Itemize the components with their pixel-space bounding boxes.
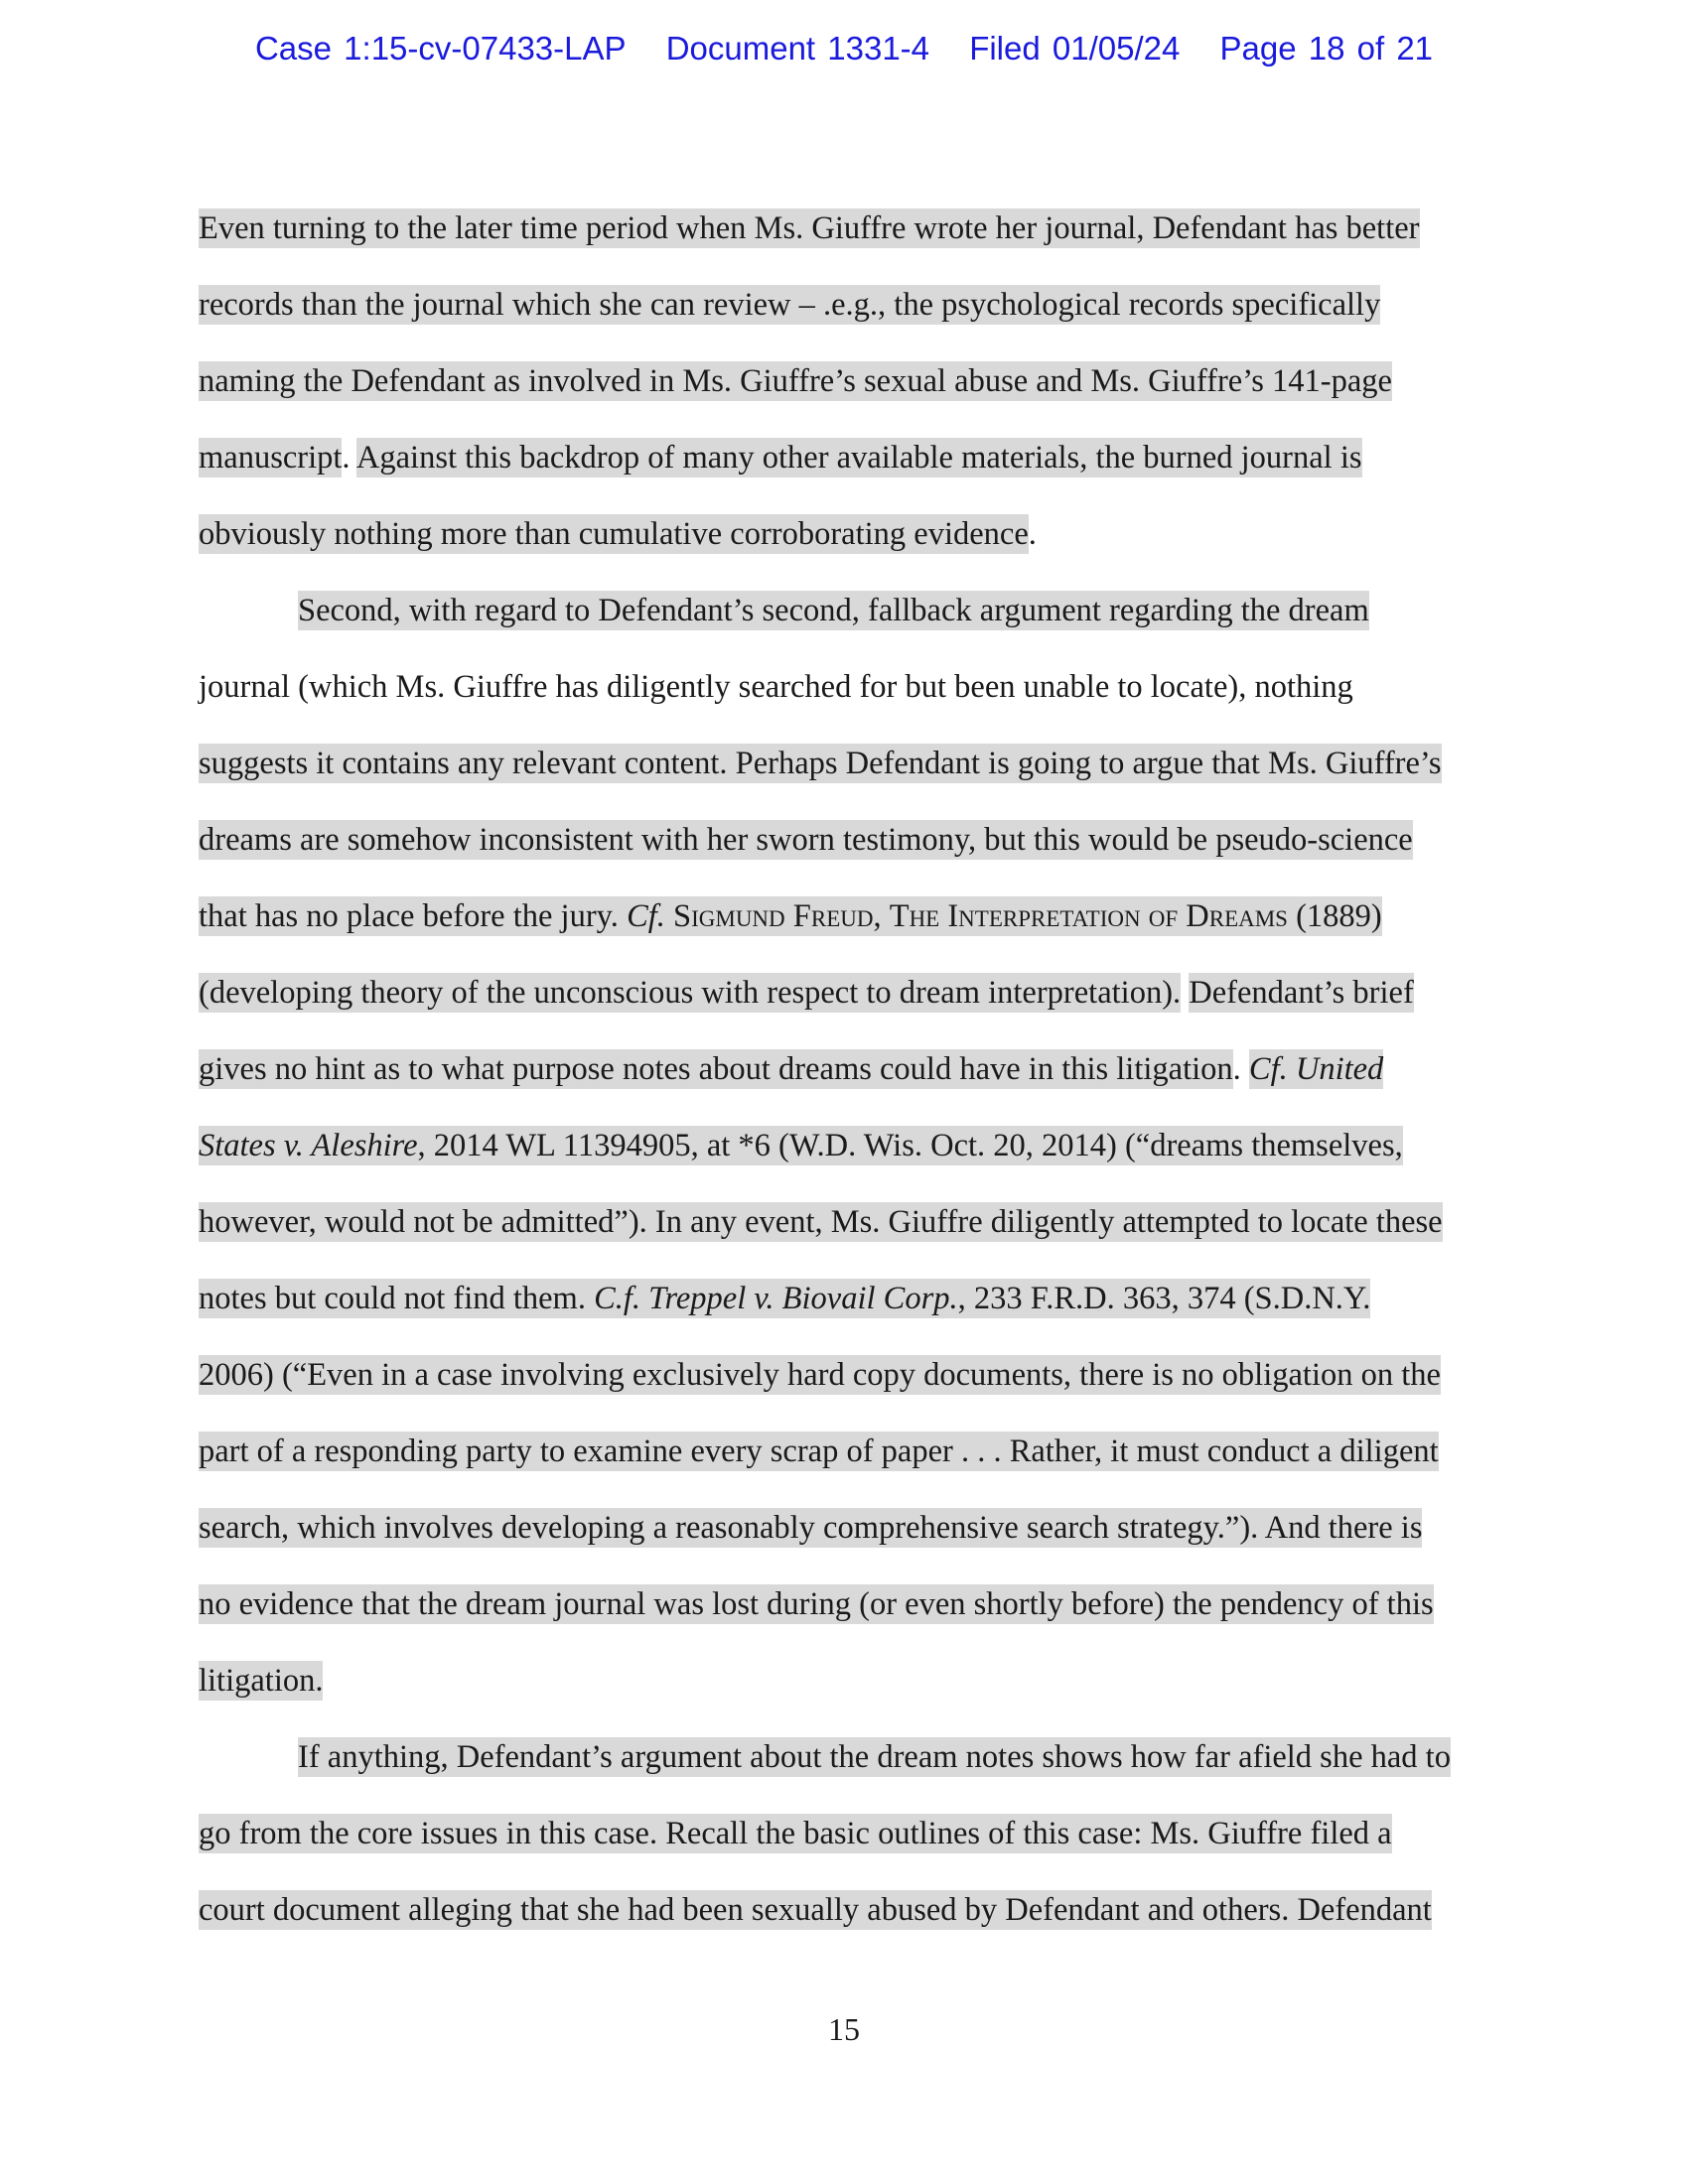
text-line [199, 420, 1519, 496]
text-line [199, 191, 1519, 267]
text-line [199, 1490, 1519, 1567]
text-segment: . [1028, 516, 1037, 552]
page-number: 15 [828, 2011, 860, 2047]
text-line [199, 1337, 1519, 1414]
highlight: 2006) (“Even in a case involving exclusively hard copy documents, there is no obligation on the [199, 1357, 1441, 1393]
text-line [199, 1184, 1519, 1261]
highlight: Even turning to the later time period when Ms. Giuffre wrote her journal, Defendant has better [199, 210, 1420, 246]
text-segment: . [1232, 1051, 1249, 1087]
highlight: Defendant’s brief [1189, 975, 1414, 1011]
text-segment: . [342, 440, 356, 476]
highlight: Second, with regard to Defendant’s second, fallback argument regarding the dream [298, 593, 1369, 628]
case-citation: C.f. Treppel v. Biovail Corp. [594, 1281, 958, 1316]
text-segment: (1889) [1287, 898, 1382, 934]
highlight: go from the core issues in this case. Recall the basic outlines of this case: Ms. Giuffre filed a [199, 1816, 1392, 1851]
text-line [199, 726, 1519, 802]
text-line [199, 1031, 1519, 1108]
highlight: manuscript [199, 440, 343, 476]
text-segment: , 233 F.R.D. 363, 374 (S.D.N.Y. [957, 1281, 1371, 1316]
filed-date: Filed 01/05/24 [969, 30, 1181, 67]
text-line [199, 343, 1519, 420]
highlight [199, 1126, 1403, 1165]
highlight: part of a responding party to examine every scrap of paper . . . Rather, it must conduct a diligent [199, 1433, 1439, 1469]
highlight: records than the journal which she can review – .e.g., the psychological records specifically [199, 287, 1381, 323]
text-line [199, 879, 1519, 955]
text-line [199, 1872, 1519, 1949]
highlight: court document alleging that she had been sexually abused by Defendant and others. Defendant [199, 1892, 1432, 1928]
text-segment: notes but could not find them. [199, 1281, 595, 1316]
text-line [199, 802, 1519, 879]
text-line [199, 267, 1519, 343]
book-title: The Interpretation of Dreams [889, 898, 1288, 934]
highlight: If anything, Defendant’s argument about the dream notes shows how far afield she had to [298, 1739, 1451, 1775]
citation-signal: Cf. [627, 898, 665, 934]
highlight: search, which involves developing a reasonably comprehensive search strategy.”). And there is [199, 1510, 1423, 1546]
case-number: Case 1:15-cv-07433-LAP [254, 30, 627, 67]
highlight: gives no hint as to what purpose notes about dreams could have in this litigation [199, 1051, 1233, 1087]
highlight: obviously nothing more than cumulative corroborating evidence [199, 516, 1029, 552]
text-segment: , [873, 898, 890, 934]
highlight [199, 1279, 1370, 1318]
text-line [199, 955, 1519, 1031]
text-line [199, 1414, 1519, 1490]
text-line [199, 1719, 1519, 1796]
highlight: naming the Defendant as involved in Ms. Giuffre’s sexual abuse and Ms. Giuffre’s 141-page [199, 363, 1392, 399]
highlight: suggests it contains any relevant content. Perhaps Defendant is going to argue that Ms. Giuffre’s [199, 746, 1442, 781]
text-segment: journal (which Ms. Giuffre has diligently searched for but been unable to locate), nothing [199, 669, 1353, 705]
body-text [199, 191, 1519, 1949]
highlight: (developing theory of the unconscious with respect to dream interpretation). [199, 975, 1182, 1011]
highlight [199, 896, 1382, 936]
text-line [199, 1643, 1519, 1719]
text-line [199, 1796, 1519, 1872]
case-citation: Cf. United [1248, 1051, 1384, 1087]
text-segment: , 2014 WL 11394905, at *6 (W.D. Wis. Oct. 20, 2014) (“dreams themselves, [417, 1128, 1403, 1163]
document-number: Document 1331-4 [665, 30, 930, 67]
text-line [199, 1108, 1519, 1184]
text-segment [665, 898, 673, 934]
highlight: Against this backdrop of many other available materials, the burned journal is [355, 440, 1362, 476]
highlight: however, would not be admitted”). In any event, Ms. Giuffre diligently attempted to locate these [199, 1204, 1443, 1240]
text-line [199, 1567, 1519, 1643]
author-name: Sigmund Freud [673, 898, 874, 934]
text-line [199, 649, 1519, 726]
highlight: dreams are somehow inconsistent with her sworn testimony, but this would be pseudo-science [199, 822, 1413, 858]
text-line [199, 1261, 1519, 1337]
text-segment: that has no place before the jury. [199, 898, 628, 934]
text-line [199, 496, 1519, 573]
highlight: litigation. [199, 1663, 324, 1699]
highlight: no evidence that the dream journal was lost during (or even shortly before) the pendency of this [199, 1586, 1434, 1622]
case-header [0, 30, 1688, 68]
case-citation: States v. Aleshire [199, 1128, 418, 1163]
text-line [199, 573, 1519, 649]
page-of-pages: Page 18 of 21 [1219, 30, 1434, 67]
